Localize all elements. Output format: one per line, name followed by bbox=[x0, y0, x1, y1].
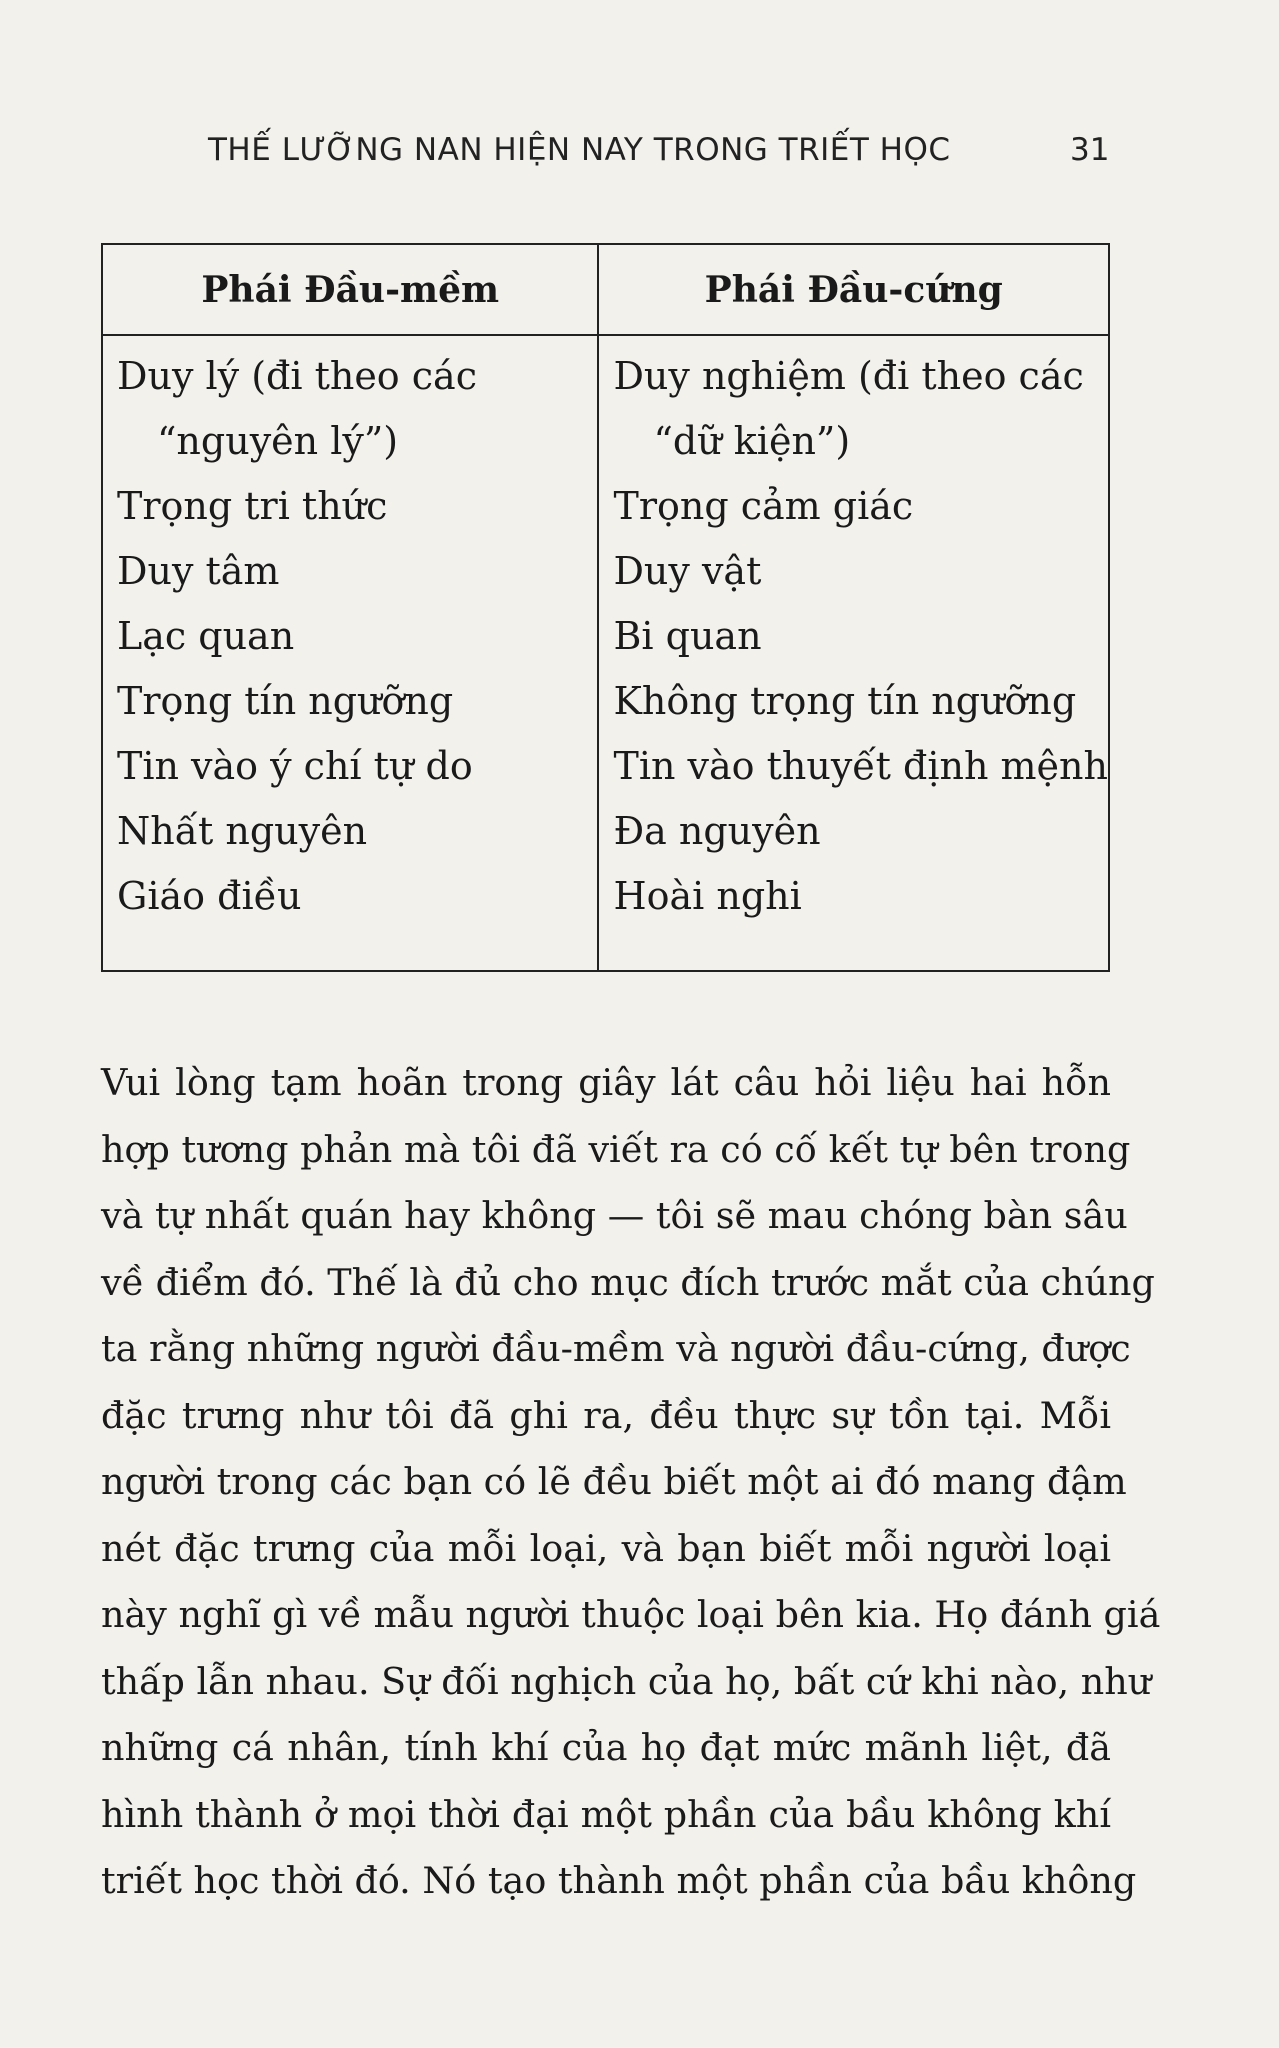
paragraph-line: đặc trưng như tôi đã ghi ra, đều thực sự tồn tại. Mỗi bbox=[101, 1393, 1111, 1437]
paragraph-line: thấp lẫn nhau. Sự đối nghịch của họ, bất cứ khi nào, như bbox=[101, 1659, 1152, 1703]
paragraph-line: về điểm đó. Thế là đủ cho mục đích trước mắt của chúng bbox=[101, 1260, 1155, 1304]
list-item: Trọng tri thức bbox=[117, 484, 388, 528]
paragraph-line: hợp tương phản mà tôi đã viết ra có cố kết tự bên trong bbox=[101, 1127, 1131, 1171]
list-item: Hoài nghi bbox=[613, 874, 802, 918]
tender-minded-column bbox=[102, 335, 598, 971]
list-item: Trọng tín ngưỡng bbox=[117, 679, 454, 723]
paragraph-line: hình thành ở mọi thời đại một phần của bầu không khí bbox=[101, 1792, 1111, 1836]
list-item: Duy lý (đi theo các bbox=[117, 354, 477, 398]
list-item: Không trọng tín ngưỡng bbox=[613, 679, 1077, 723]
paragraph-line: Vui lòng tạm hoãn trong giây lát câu hỏi liệu hai hỗn bbox=[101, 1061, 1111, 1104]
page-number: 31 bbox=[1070, 132, 1110, 168]
table-header-row bbox=[102, 244, 1109, 335]
list-item: Đa nguyên bbox=[613, 809, 821, 853]
paragraph-line: những cá nhân, tính khí của họ đạt mức mãnh liệt, đã bbox=[101, 1726, 1111, 1769]
table-body-row bbox=[102, 335, 1109, 971]
list-item: Lạc quan bbox=[117, 614, 295, 658]
paragraph-line: người trong các bạn có lẽ đều biết một ai đó mang đậm bbox=[101, 1460, 1127, 1503]
list-item: Nhất nguyên bbox=[117, 809, 368, 853]
list-item: Tin vào ý chí tự do bbox=[117, 744, 473, 788]
list-item: Duy nghiệm (đi theo các bbox=[613, 354, 1084, 398]
paragraph-line: nét đặc trưng của mỗi loại, và bạn biết mỗi người loại bbox=[101, 1526, 1111, 1570]
list-item: “nguyên lý”) bbox=[157, 419, 399, 463]
comparison-table bbox=[101, 243, 1110, 972]
tough-minded-column bbox=[598, 335, 1109, 971]
column-header-tender-minded: Phái Đầu-mềm bbox=[102, 244, 598, 335]
paragraph-line: ta rằng những người đầu-mềm và người đầu-cứng, được bbox=[101, 1327, 1131, 1370]
body-paragraph bbox=[101, 1050, 1161, 1915]
list-item: Trọng cảm giác bbox=[613, 484, 914, 528]
list-item: Tin vào thuyết định mệnh bbox=[613, 744, 1108, 788]
paragraph-line: này nghĩ gì về mẫu người thuộc loại bên kia. Họ đánh giá bbox=[101, 1593, 1161, 1636]
column-header-tough-minded: Phái Đầu-cứng bbox=[598, 244, 1109, 335]
paragraph-line: và tự nhất quán hay không — tôi sẽ mau chóng bàn sâu bbox=[101, 1194, 1128, 1237]
list-item: Bi quan bbox=[613, 614, 762, 658]
running-header-title: THẾ LƯỠNG NAN HIỆN NAY TRONG TRIẾT HỌC bbox=[208, 132, 951, 168]
paragraph-line: triết học thời đó. Nó tạo thành một phần của bầu không bbox=[101, 1859, 1137, 1902]
list-item: “dữ kiện”) bbox=[653, 419, 851, 463]
list-item: Duy vật bbox=[613, 549, 762, 593]
list-item: Duy tâm bbox=[117, 549, 280, 593]
list-item: Giáo điều bbox=[117, 874, 302, 918]
